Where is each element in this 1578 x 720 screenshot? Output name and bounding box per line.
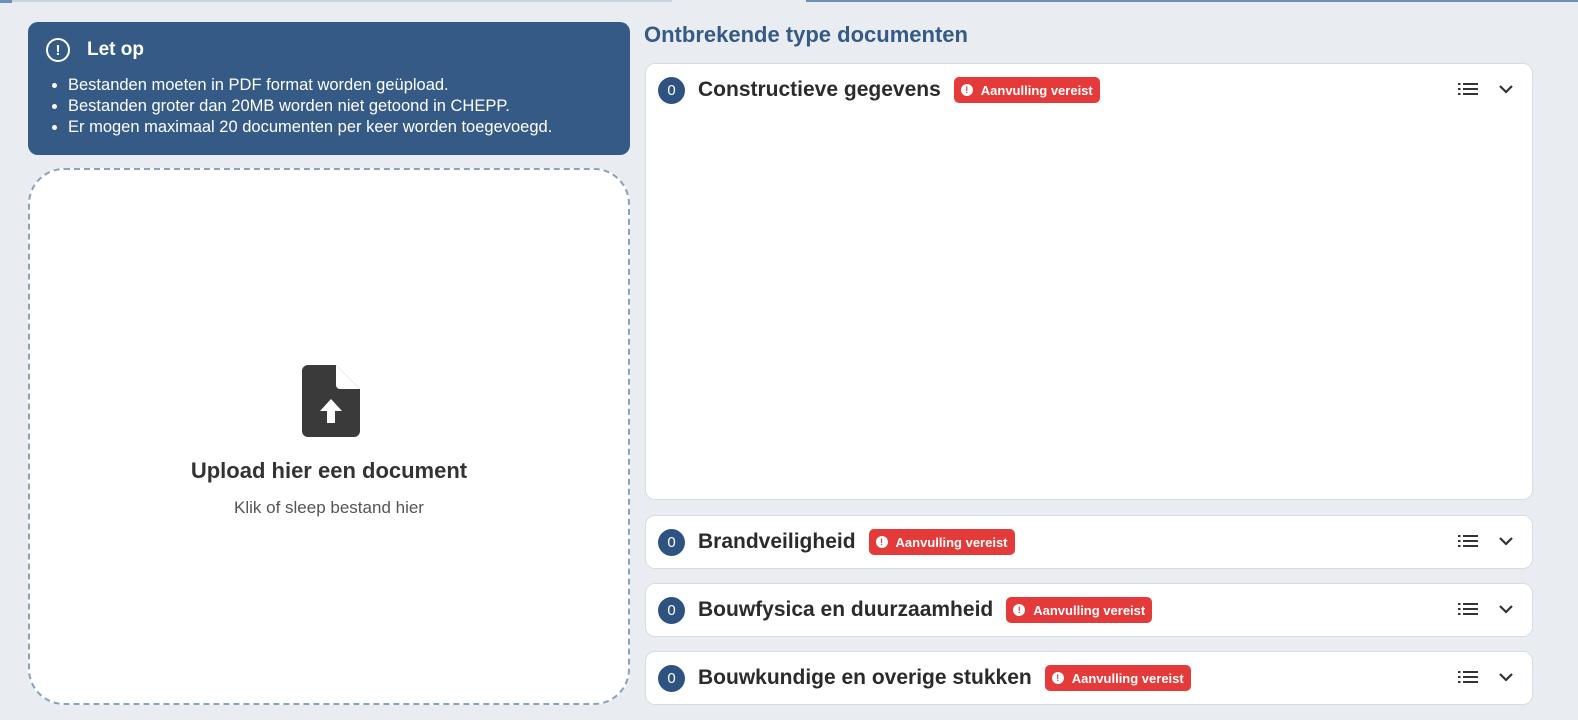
notice-title: Let op xyxy=(87,39,144,60)
notice-item: • Bestanden groter dan 20MB worden niet getoond in CHEPP. xyxy=(68,96,612,117)
upload-dropzone[interactable] xyxy=(28,168,630,705)
count-badge: 0 xyxy=(658,529,685,556)
status-badge-label: Aanvulling vereist xyxy=(1071,670,1184,686)
card-title: Bouwkundige en overige stukken xyxy=(698,666,1032,689)
chevron-down-icon[interactable] xyxy=(1498,602,1514,616)
doc-type-card-brandveiligheid xyxy=(645,515,1533,569)
chevron-down-icon[interactable] xyxy=(1498,670,1514,684)
card-header[interactable] xyxy=(646,64,1532,116)
status-badge-label: Aanvulling vereist xyxy=(1033,602,1146,618)
doc-type-card-bouwkundige xyxy=(645,651,1533,705)
exclamation-circle-icon: ! xyxy=(1013,604,1025,616)
upload-title: Upload hier een document xyxy=(190,458,468,483)
status-badge-label: Aanvulling vereist xyxy=(895,534,1008,550)
card-header[interactable] xyxy=(646,516,1532,568)
file-upload-icon xyxy=(302,365,360,437)
notice-item: • Er mogen maximaal 20 documenten per keer worden toegevoegd. xyxy=(68,117,612,138)
card-title: Bouwfysica en duurzaamheid xyxy=(698,598,994,621)
count-badge: 0 xyxy=(658,597,685,624)
exclamation-circle-icon: ! xyxy=(46,38,70,62)
status-badge xyxy=(1045,665,1191,691)
exclamation-circle-icon: ! xyxy=(876,536,888,548)
list-icon[interactable] xyxy=(1458,669,1478,685)
top-tab-strip xyxy=(0,0,1578,3)
count-badge: 0 xyxy=(658,665,685,692)
chevron-down-icon[interactable] xyxy=(1498,534,1514,548)
list-icon[interactable] xyxy=(1458,601,1478,617)
chevron-down-icon[interactable] xyxy=(1498,82,1514,96)
card-title: Constructieve gegevens xyxy=(698,78,941,101)
status-badge-label: Aanvulling vereist xyxy=(980,82,1093,98)
status-badge xyxy=(1006,597,1152,623)
notice-box xyxy=(28,22,630,155)
status-badge xyxy=(954,77,1100,103)
list-icon[interactable] xyxy=(1458,81,1478,97)
notice-list xyxy=(46,75,612,138)
status-badge xyxy=(869,529,1015,555)
upload-subtitle: Klik of sleep bestand hier xyxy=(234,498,424,517)
card-title: Brandveiligheid xyxy=(698,530,856,553)
exclamation-circle-icon: ! xyxy=(1052,672,1064,684)
section-title: Ontbrekende type documenten xyxy=(644,22,968,47)
card-header[interactable] xyxy=(646,584,1532,636)
card-header[interactable] xyxy=(646,652,1532,704)
doc-type-card-bouwfysica xyxy=(645,583,1533,637)
list-icon[interactable] xyxy=(1458,533,1478,549)
doc-type-card-constructieve xyxy=(645,63,1533,500)
count-badge: 0 xyxy=(658,77,685,104)
exclamation-circle-icon: ! xyxy=(961,84,973,96)
notice-item: • Bestanden moeten in PDF format worden geüpload. xyxy=(68,75,612,96)
